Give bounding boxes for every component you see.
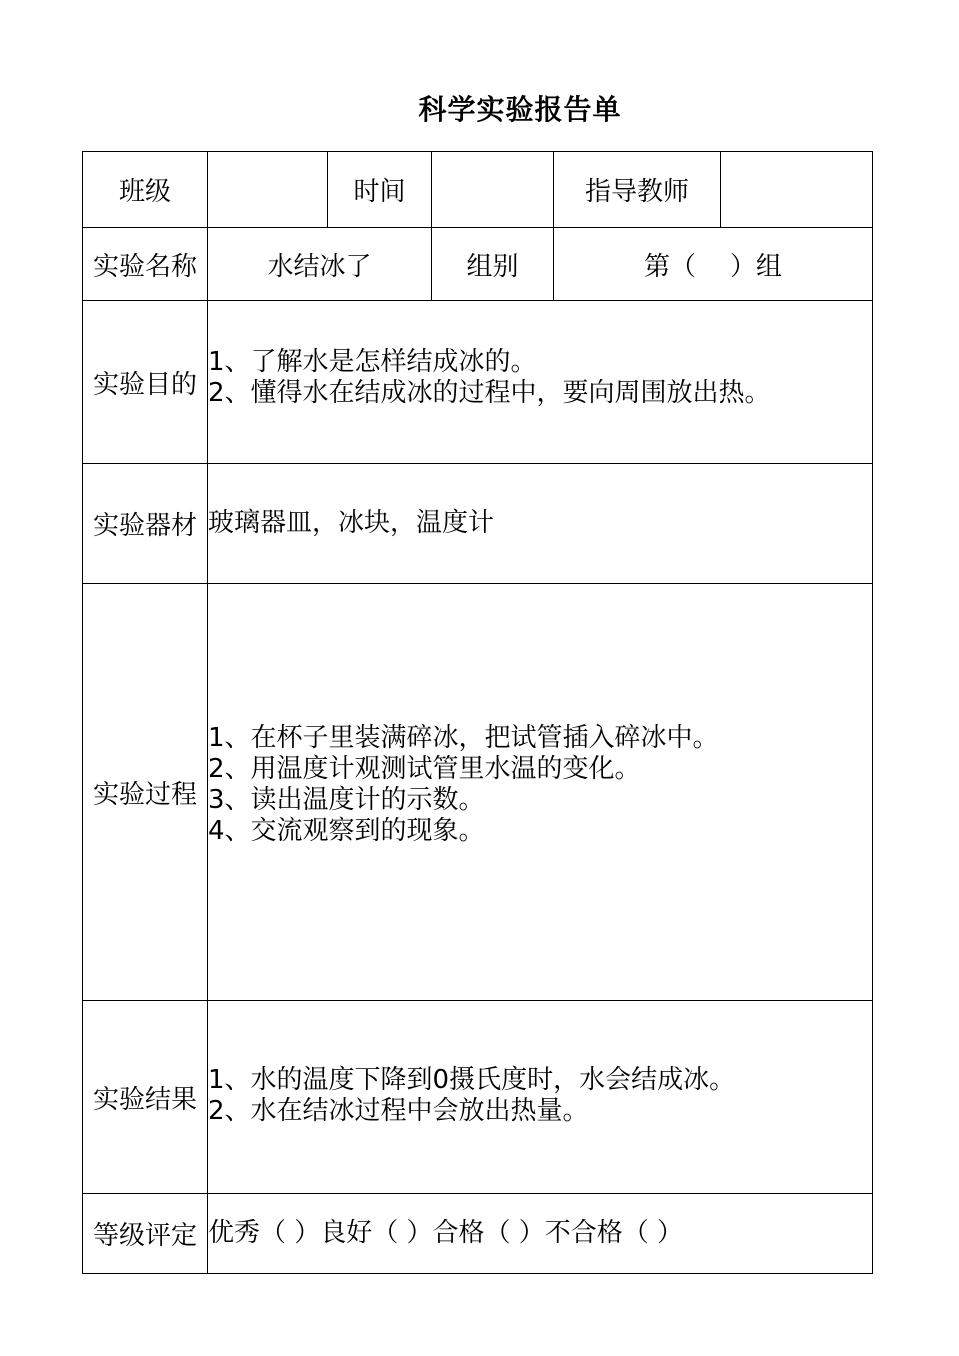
result-content (208, 1001, 873, 1194)
process-step: 2、用温度计观测试管里水温的变化。 (208, 754, 641, 784)
row-result (83, 1001, 873, 1194)
process-step: 3、读出温度计的示数。 (208, 785, 485, 815)
teacher-field[interactable] (721, 152, 873, 228)
purpose-line: 1、了解水是怎样结成冰的。 (208, 347, 537, 377)
experiment-name-label: 实验名称 (83, 228, 208, 301)
result-line: 1、水的温度下降到0摄氏度时，水会结成冰。 (208, 1064, 736, 1095)
grade-label: 等级评定 (83, 1194, 208, 1274)
process-content (208, 584, 873, 1001)
process-step: 4、交流观察到的现象。 (208, 816, 485, 846)
purpose-label: 实验目的 (83, 301, 208, 464)
result-label: 实验结果 (83, 1001, 208, 1194)
process-label: 实验过程 (83, 584, 208, 1001)
group-label: 组别 (432, 228, 554, 301)
process-step: 1、在杯子里装满碎冰，把试管插入碎冰中。 (208, 723, 719, 753)
class-field[interactable] (208, 152, 328, 228)
result-line: 2、水在结冰过程中会放出热量。 (208, 1095, 589, 1126)
time-label: 时间 (328, 152, 432, 228)
materials-value: 玻璃器皿，冰块，温度计 (208, 464, 873, 584)
teacher-label: 指导教师 (554, 152, 721, 228)
purpose-line: 2、懂得水在结成冰的过程中，要向周围放出热。 (208, 378, 771, 408)
row-process (83, 584, 873, 1001)
time-field[interactable] (432, 152, 554, 228)
purpose-content (208, 301, 873, 464)
row-experiment-name (83, 228, 873, 301)
row-purpose (83, 301, 873, 464)
report-table (82, 151, 873, 1274)
experiment-name-value: 水结冰了 (208, 228, 432, 301)
row-grade (83, 1194, 873, 1274)
materials-label: 实验器材 (83, 464, 208, 584)
class-label: 班级 (83, 152, 208, 228)
page-title: 科学实验报告单 (418, 93, 622, 126)
row-basic-info (83, 152, 873, 228)
row-materials (83, 464, 873, 584)
group-field[interactable] (554, 228, 873, 301)
group-suffix: ）组 (730, 251, 783, 282)
grade-options[interactable]: 优秀（ ）良好（ ）合格（ ）不合格（ ） (208, 1194, 873, 1274)
group-prefix: 第（ (643, 251, 696, 282)
